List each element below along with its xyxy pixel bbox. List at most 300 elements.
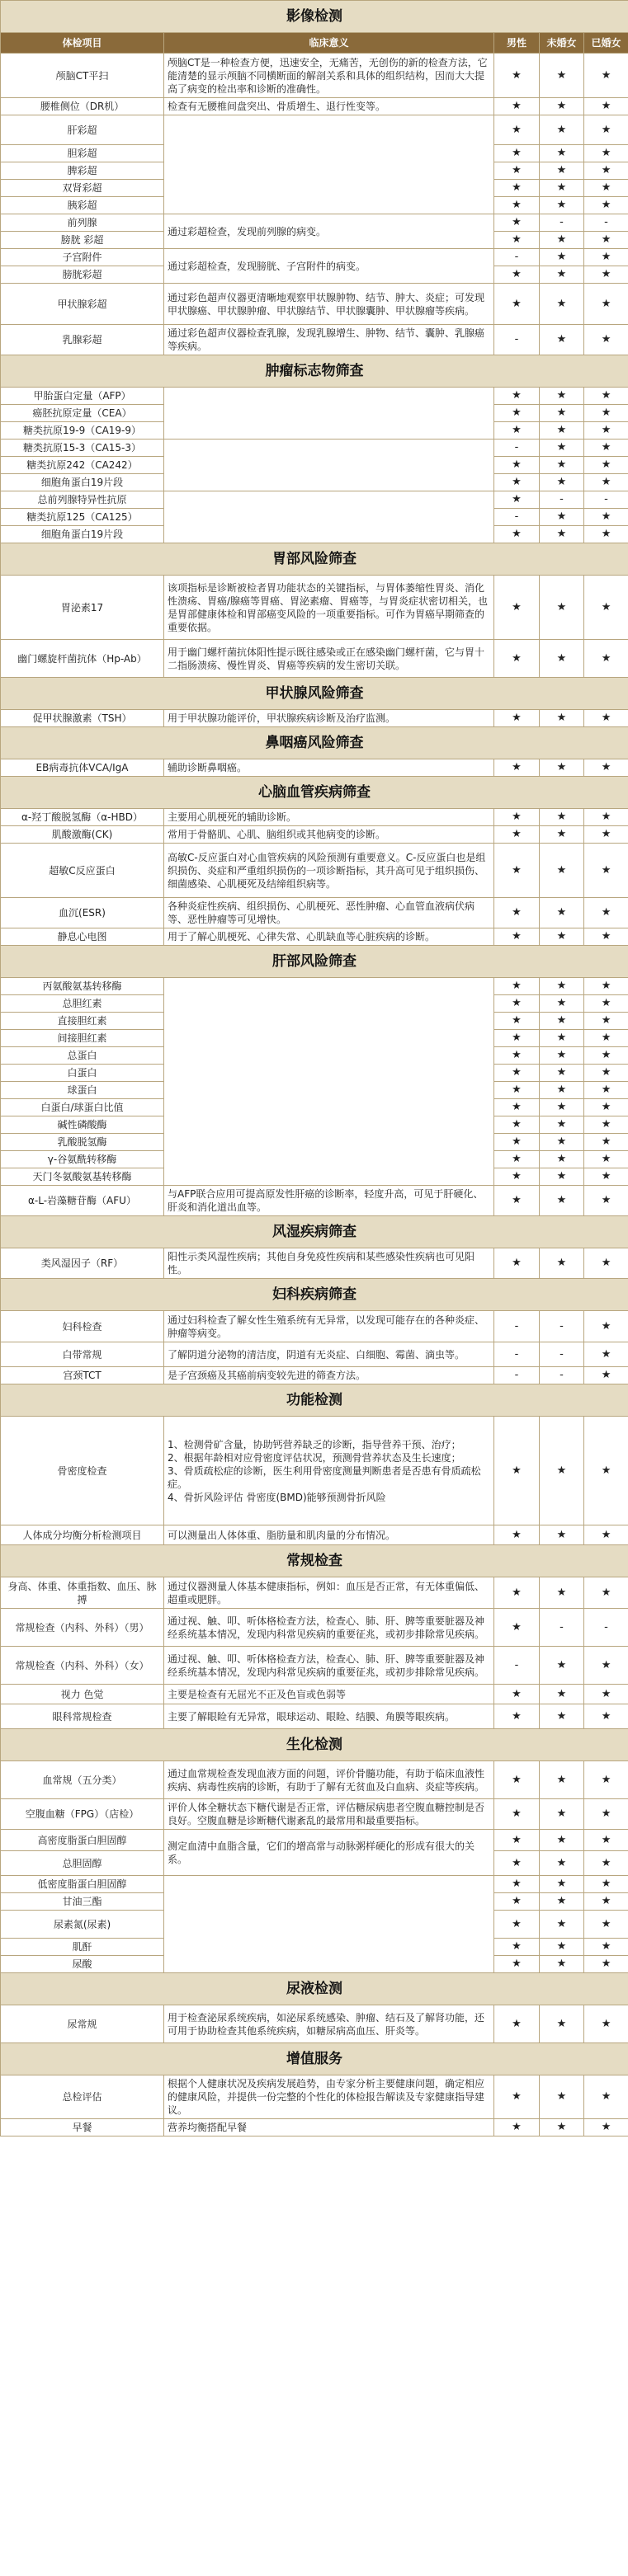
- male-mark: ★: [494, 457, 540, 474]
- married-female-mark: ★: [584, 1065, 628, 1082]
- table-row: [1, 1417, 628, 1525]
- unmarried-female-mark: ★: [540, 1013, 584, 1030]
- married-female-mark: ★: [584, 266, 628, 284]
- item-name: 空腹血糖（FPG）（店检）: [1, 1799, 164, 1830]
- item-meaning: 通过视、触、叩、听体格检查方法，检查心、肺、肝、脾等重要脏器及神经系统基本情况，发现内科常见疾病的重要征兆，或初步排除常见疾病。: [164, 1609, 494, 1647]
- male-mark: ★: [494, 809, 540, 826]
- item-name: 眼科常规检查: [1, 1704, 164, 1729]
- unmarried-female-mark: ★: [540, 180, 584, 197]
- married-female-mark: ★: [584, 1151, 628, 1168]
- table-row: [1, 928, 628, 946]
- married-female-mark: ★: [584, 145, 628, 162]
- male-mark: ★: [494, 978, 540, 995]
- column-header-unmarried-female: 未婚女: [540, 33, 584, 54]
- item-name: 肌酸激酶(CK): [1, 826, 164, 844]
- married-female-mark: ★: [584, 1893, 628, 1911]
- item-meaning: 用于幽门螺杆菌抗体阳性提示既往感染或正在感染幽门螺杆菌，它与胃十二指肠溃疡、慢性胃炎、胃癌等疾病的发生密切关联。: [164, 640, 494, 678]
- male-mark: ★: [494, 180, 540, 197]
- married-female-mark: ★: [584, 1577, 628, 1609]
- male-mark: ★: [494, 928, 540, 946]
- unmarried-female-mark: ★: [540, 98, 584, 115]
- section-title-row: [1, 1545, 628, 1577]
- section-title-row: [1, 543, 628, 576]
- column-header-meaning: 临床意义: [164, 33, 494, 54]
- item-name: 乳酸脱氢酶: [1, 1134, 164, 1151]
- unmarried-female-mark: ★: [540, 115, 584, 145]
- item-name: 肌酐: [1, 1939, 164, 1956]
- item-meaning: 阳性示类风湿性疾病；其他自身免疫性疾病和某些感染性疾病也可见阳性。: [164, 1248, 494, 1279]
- male-mark: -: [494, 1367, 540, 1384]
- item-name: 类风湿因子（RF）: [1, 1248, 164, 1279]
- married-female-mark: ★: [584, 1342, 628, 1367]
- unmarried-female-mark: ★: [540, 1851, 584, 1876]
- male-mark: ★: [494, 576, 540, 640]
- table-row: [1, 1577, 628, 1609]
- male-mark: ★: [494, 266, 540, 284]
- unmarried-female-mark: -: [540, 214, 584, 232]
- item-meaning: 了解阴道分泌物的清洁度，阴道有无炎症、白细胞、霉菌、滴虫等。: [164, 1342, 494, 1367]
- married-female-mark: ★: [584, 826, 628, 844]
- section-title-row: [1, 1279, 628, 1311]
- unmarried-female-mark: ★: [540, 1577, 584, 1609]
- male-mark: ★: [494, 162, 540, 180]
- item-meaning: 根据个人健康状况及疾病发展趋势，由专家分析主要健康问题，确定相应的健康风险，并提供一份完整的个性化的体检报告解读及专家健康指导建议。: [164, 2075, 494, 2119]
- married-female-mark: ★: [584, 1417, 628, 1525]
- male-mark: -: [494, 249, 540, 266]
- male-mark: ★: [494, 898, 540, 928]
- table-row: [1, 1248, 628, 1279]
- item-meaning: [164, 440, 494, 491]
- item-meaning: 测定血清中血脂含量，它们的增高常与动脉粥样硬化的形成有很大的关系。: [164, 1830, 494, 1876]
- male-mark: ★: [494, 232, 540, 249]
- married-female-mark: -: [584, 1609, 628, 1647]
- male-mark: ★: [494, 284, 540, 325]
- married-female-mark: ★: [584, 1647, 628, 1685]
- item-name: 宫颈TCT: [1, 1367, 164, 1384]
- section-title-row: [1, 1384, 628, 1417]
- male-mark: ★: [494, 1151, 540, 1168]
- unmarried-female-mark: ★: [540, 325, 584, 355]
- unmarried-female-mark: ★: [540, 1047, 584, 1065]
- male-mark: -: [494, 440, 540, 457]
- item-meaning: 通过血常规检查发现血液方面的问题，评价骨髓功能，有助于临床血液性疾病、病毒性疾病的诊断，有助于了解有无贫血及白血病、炎症等疾病。: [164, 1761, 494, 1799]
- item-name: 糖类抗原19-9（CA19-9）: [1, 422, 164, 440]
- item-meaning: 通过彩色超声仪器更清晰地观察甲状腺肿物、结节、肿大、炎症；可发现甲状腺癌、甲状腺肿瘤、甲状腺结节、甲状腺囊肿、甲状腺瘤等疾病。: [164, 284, 494, 325]
- table-row: [1, 844, 628, 898]
- table-row: [1, 2075, 628, 2119]
- item-name: 甘油三酯: [1, 1893, 164, 1911]
- unmarried-female-mark: ★: [540, 1134, 584, 1151]
- male-mark: ★: [494, 98, 540, 115]
- item-name: 胃泌素17: [1, 576, 164, 640]
- table-row: [1, 1685, 628, 1704]
- section-title: 胃部风险筛查: [1, 543, 628, 576]
- item-meaning: 用于甲状腺功能评价，甲状腺疾病诊断及治疗监测。: [164, 710, 494, 727]
- item-name: 血常规（五分类）: [1, 1761, 164, 1799]
- male-mark: -: [494, 509, 540, 526]
- item-meaning: 通过仪器测量人体基本健康指标，例如：血压是否正常，有无体重偏低、超重或肥胖。: [164, 1577, 494, 1609]
- married-female-mark: ★: [584, 284, 628, 325]
- unmarried-female-mark: ★: [540, 1893, 584, 1911]
- unmarried-female-mark: ★: [540, 145, 584, 162]
- item-name: 幽门螺旋杆菌抗体（Hp-Ab）: [1, 640, 164, 678]
- item-name: 高密度脂蛋白胆固醇: [1, 1830, 164, 1851]
- unmarried-female-mark: -: [540, 491, 584, 509]
- item-name: 碱性磷酸酶: [1, 1116, 164, 1134]
- item-name: 视力 色觉: [1, 1685, 164, 1704]
- item-meaning: 高敏C-反应蛋白对心血管疾病的风险预测有重要意义。C-反应蛋白也是组织损伤、炎症和严重组织损伤的一项诊断指标，其升高可见于组织损伤、细菌感染、心肌梗死及结缔组织病等。: [164, 844, 494, 898]
- section-title-row: [1, 355, 628, 388]
- table-row: [1, 98, 628, 115]
- item-name: 天门冬氨酸氨基转移酶: [1, 1168, 164, 1186]
- married-female-mark: ★: [584, 576, 628, 640]
- unmarried-female-mark: ★: [540, 1099, 584, 1116]
- unmarried-female-mark: ★: [540, 1065, 584, 1082]
- married-female-mark: ★: [584, 1134, 628, 1151]
- section-title: 风湿疾病筛查: [1, 1216, 628, 1248]
- item-name: 胰彩超: [1, 197, 164, 214]
- male-mark: ★: [494, 1704, 540, 1729]
- unmarried-female-mark: ★: [540, 1704, 584, 1729]
- table-row: [1, 1876, 628, 1893]
- male-mark: ★: [494, 1417, 540, 1525]
- item-meaning: 主要用心肌梗死的辅助诊断。: [164, 809, 494, 826]
- item-meaning: 通过彩超检查，发现膀胱、子宫附件的病变。: [164, 249, 494, 284]
- married-female-mark: ★: [584, 1047, 628, 1065]
- male-mark: ★: [494, 759, 540, 777]
- item-name: 膀胱彩超: [1, 266, 164, 284]
- item-name: 尿常规: [1, 2005, 164, 2043]
- item-name: 腰椎侧位（DR机）: [1, 98, 164, 115]
- item-name: 总检评估: [1, 2075, 164, 2119]
- item-name: 总胆固醇: [1, 1851, 164, 1876]
- male-mark: ★: [494, 710, 540, 727]
- male-mark: ★: [494, 1851, 540, 1876]
- married-female-mark: ★: [584, 1248, 628, 1279]
- unmarried-female-mark: ★: [540, 576, 584, 640]
- married-female-mark: ★: [584, 1939, 628, 1956]
- male-mark: ★: [494, 1082, 540, 1099]
- male-mark: ★: [494, 1685, 540, 1704]
- unmarried-female-mark: ★: [540, 440, 584, 457]
- married-female-mark: ★: [584, 1911, 628, 1939]
- item-meaning: 该项指标是诊断被检者胃功能状态的关键指标，与胃体萎缩性胃炎、消化性溃疡、胃癌/腺癌等胃癌、胃泌素瘤、胃癌等，与胃炎症状密切相关，也是胃部健康体检和胃部癌变风险的一项重要指标。可作为胃癌早期筛查的重要依据。: [164, 576, 494, 640]
- item-meaning: 颅脑CT是一种检查方便，迅速安全，无痛苦，无创伤的新的检查方法，它能清楚的显示颅脑不同横断面的解剖关系和具体的组织结构，因而大大提高了病变的检出率和诊断的准确性。: [164, 54, 494, 98]
- married-female-mark: ★: [584, 1367, 628, 1384]
- table-row: [1, 1609, 628, 1647]
- item-name: 脾彩超: [1, 162, 164, 180]
- table-row: [1, 978, 628, 995]
- item-name: 血沉(ESR): [1, 898, 164, 928]
- item-name: 乳腺彩超: [1, 325, 164, 355]
- unmarried-female-mark: ★: [540, 898, 584, 928]
- table-row: [1, 388, 628, 405]
- table-row: [1, 759, 628, 777]
- married-female-mark: ★: [584, 1830, 628, 1851]
- married-female-mark: ★: [584, 1851, 628, 1876]
- married-female-mark: ★: [584, 1761, 628, 1799]
- section-title-row: [1, 1973, 628, 2005]
- item-name: 妇科检查: [1, 1311, 164, 1342]
- married-female-mark: ★: [584, 388, 628, 405]
- table-row: [1, 576, 628, 640]
- item-name: 直接胆红素: [1, 1013, 164, 1030]
- male-mark: ★: [494, 1116, 540, 1134]
- item-name: 低密度脂蛋白胆固醇: [1, 1876, 164, 1893]
- table-row: [1, 325, 628, 355]
- male-mark: ★: [494, 1939, 540, 1956]
- male-mark: -: [494, 325, 540, 355]
- table-row: [1, 1311, 628, 1342]
- unmarried-female-mark: ★: [540, 388, 584, 405]
- male-mark: ★: [494, 1876, 540, 1893]
- male-mark: ★: [494, 54, 540, 98]
- married-female-mark: ★: [584, 1099, 628, 1116]
- item-name: 糖类抗原15-3（CA15-3）: [1, 440, 164, 457]
- unmarried-female-mark: ★: [540, 249, 584, 266]
- item-name: γ-谷氨酰转移酶: [1, 1151, 164, 1168]
- item-name: 糖类抗原242（CA242）: [1, 457, 164, 474]
- unmarried-female-mark: ★: [540, 1116, 584, 1134]
- table-row: [1, 1761, 628, 1799]
- item-name: 细胞角蛋白19片段: [1, 526, 164, 543]
- item-name: 球蛋白: [1, 1082, 164, 1099]
- unmarried-female-mark: ★: [540, 844, 584, 898]
- item-name: 间接胆红素: [1, 1030, 164, 1047]
- married-female-mark: ★: [584, 115, 628, 145]
- unmarried-female-mark: ★: [540, 1525, 584, 1545]
- section-title-row: [1, 678, 628, 710]
- married-female-mark: ★: [584, 898, 628, 928]
- item-name: 白蛋白: [1, 1065, 164, 1082]
- item-name: 超敏C反应蛋白: [1, 844, 164, 898]
- male-mark: ★: [494, 1893, 540, 1911]
- item-name: 人体成分均衡分析检测项目: [1, 1525, 164, 1545]
- section-title: 生化检测: [1, 1729, 628, 1761]
- male-mark: -: [494, 1647, 540, 1685]
- unmarried-female-mark: -: [540, 1342, 584, 1367]
- married-female-mark: ★: [584, 809, 628, 826]
- item-meaning: [164, 978, 494, 1186]
- unmarried-female-mark: ★: [540, 928, 584, 946]
- table-row: [1, 710, 628, 727]
- married-female-mark: ★: [584, 1876, 628, 1893]
- married-female-mark: ★: [584, 474, 628, 491]
- section-title-row: [1, 1, 628, 33]
- section-title: 心脑血管疾病筛查: [1, 777, 628, 809]
- item-meaning: 主要是检查有无屈光不正及色盲或色弱等: [164, 1685, 494, 1704]
- item-name: 总胆红素: [1, 995, 164, 1013]
- married-female-mark: ★: [584, 509, 628, 526]
- married-female-mark: ★: [584, 249, 628, 266]
- item-name: 早餐: [1, 2119, 164, 2136]
- unmarried-female-mark: ★: [540, 232, 584, 249]
- male-mark: -: [494, 1342, 540, 1367]
- married-female-mark: ★: [584, 2005, 628, 2043]
- male-mark: ★: [494, 1186, 540, 1216]
- item-name: 常规检查（内科、外科）（女）: [1, 1647, 164, 1685]
- male-mark: ★: [494, 1577, 540, 1609]
- male-mark: ★: [494, 2005, 540, 2043]
- male-mark: ★: [494, 1761, 540, 1799]
- unmarried-female-mark: ★: [540, 266, 584, 284]
- item-name: 丙氨酸氨基转移酶: [1, 978, 164, 995]
- item-meaning: 主要了解眼睑有无异常，眼球运动、眼睑、结膜、角膜等眼疾病。: [164, 1704, 494, 1729]
- table-row: [1, 1647, 628, 1685]
- item-name: 静息心电图: [1, 928, 164, 946]
- item-meaning: 可以测量出人体体重、脂肪量和肌肉量的分布情况。: [164, 1525, 494, 1545]
- table-row: [1, 1830, 628, 1851]
- item-meaning: 用于了解心肌梗死、心律失常、心肌缺血等心脏疾病的诊断。: [164, 928, 494, 946]
- married-female-mark: ★: [584, 1186, 628, 1216]
- male-mark: ★: [494, 1830, 540, 1851]
- item-name: 促甲状腺激素（TSH）: [1, 710, 164, 727]
- item-name: 甲状腺彩超: [1, 284, 164, 325]
- male-mark: ★: [494, 1030, 540, 1047]
- item-name: 尿酸: [1, 1956, 164, 1973]
- male-mark: -: [494, 1311, 540, 1342]
- married-female-mark: ★: [584, 995, 628, 1013]
- item-name: 膀胱 彩超: [1, 232, 164, 249]
- table-row: [1, 249, 628, 266]
- table-row: [1, 214, 628, 232]
- unmarried-female-mark: ★: [540, 710, 584, 727]
- unmarried-female-mark: ★: [540, 1685, 584, 1704]
- married-female-mark: ★: [584, 1525, 628, 1545]
- item-name: 总蛋白: [1, 1047, 164, 1065]
- item-meaning: 1、检测骨矿含量，协助钙营养缺乏的诊断，指导营养干预、治疗； 2、根据年龄相对应骨密度评估状况，预测骨营养状态及生长速度； 3、骨质疏松症的诊断，医生利用骨密度测量判断患者是否患有骨质疏松症。 4、骨折风险评估 骨密度(BMD)能够预测骨折风险: [164, 1417, 494, 1525]
- male-mark: ★: [494, 405, 540, 422]
- married-female-mark: ★: [584, 710, 628, 727]
- item-name: α-L-岩藻糖苷酶（AFU）: [1, 1186, 164, 1216]
- unmarried-female-mark: ★: [540, 2005, 584, 2043]
- unmarried-female-mark: ★: [540, 809, 584, 826]
- table-row: [1, 1186, 628, 1216]
- married-female-mark: ★: [584, 405, 628, 422]
- male-mark: ★: [494, 474, 540, 491]
- married-female-mark: ★: [584, 232, 628, 249]
- section-title: 肝部风险筛查: [1, 946, 628, 978]
- unmarried-female-mark: ★: [540, 1168, 584, 1186]
- unmarried-female-mark: ★: [540, 1830, 584, 1851]
- unmarried-female-mark: ★: [540, 405, 584, 422]
- male-mark: ★: [494, 1911, 540, 1939]
- male-mark: ★: [494, 1248, 540, 1279]
- item-meaning: 辅助诊断鼻咽癌。: [164, 759, 494, 777]
- item-meaning: [164, 115, 494, 214]
- male-mark: ★: [494, 388, 540, 405]
- item-name: 尿素氮(尿素): [1, 1911, 164, 1939]
- male-mark: ★: [494, 526, 540, 543]
- male-mark: ★: [494, 1047, 540, 1065]
- table-row: [1, 1367, 628, 1384]
- male-mark: ★: [494, 1956, 540, 1973]
- item-name: 常规检查（内科、外科）（男）: [1, 1609, 164, 1647]
- male-mark: ★: [494, 214, 540, 232]
- married-female-mark: ★: [584, 54, 628, 98]
- married-female-mark: ★: [584, 1082, 628, 1099]
- unmarried-female-mark: ★: [540, 1799, 584, 1830]
- item-name: 前列腺: [1, 214, 164, 232]
- unmarried-female-mark: ★: [540, 526, 584, 543]
- section-title: 功能检测: [1, 1384, 628, 1417]
- male-mark: ★: [494, 1168, 540, 1186]
- male-mark: ★: [494, 1799, 540, 1830]
- married-female-mark: ★: [584, 440, 628, 457]
- male-mark: ★: [494, 640, 540, 678]
- item-name: 骨密度检查: [1, 1417, 164, 1525]
- married-female-mark: ★: [584, 978, 628, 995]
- unmarried-female-mark: ★: [540, 457, 584, 474]
- unmarried-female-mark: -: [540, 1367, 584, 1384]
- married-female-mark: ★: [584, 180, 628, 197]
- item-name: 身高、体重、体重指数、血压、脉搏: [1, 1577, 164, 1609]
- unmarried-female-mark: ★: [540, 54, 584, 98]
- male-mark: ★: [494, 145, 540, 162]
- unmarried-female-mark: ★: [540, 2119, 584, 2136]
- married-female-mark: ★: [584, 1685, 628, 1704]
- table-row: [1, 440, 628, 457]
- married-female-mark: ★: [584, 2075, 628, 2119]
- unmarried-female-mark: -: [540, 1311, 584, 1342]
- unmarried-female-mark: ★: [540, 197, 584, 214]
- male-mark: ★: [494, 995, 540, 1013]
- unmarried-female-mark: ★: [540, 162, 584, 180]
- unmarried-female-mark: ★: [540, 1151, 584, 1168]
- married-female-mark: ★: [584, 759, 628, 777]
- unmarried-female-mark: ★: [540, 995, 584, 1013]
- item-name: 甲胎蛋白定量（AFP）: [1, 388, 164, 405]
- married-female-mark: ★: [584, 162, 628, 180]
- item-meaning: 用于检查泌尿系统疾病，如泌尿系统感染、肿瘤、结石及了解肾功能，还可用于协助检查其他系统疾病，如糖尿病高血压、肝炎等。: [164, 2005, 494, 2043]
- unmarried-female-mark: ★: [540, 1186, 584, 1216]
- unmarried-female-mark: ★: [540, 474, 584, 491]
- item-name: 糖类抗原125（CA125）: [1, 509, 164, 526]
- section-title: 尿液检测: [1, 1973, 628, 2005]
- table-row: [1, 2005, 628, 2043]
- table-row: [1, 1342, 628, 1367]
- unmarried-female-mark: ★: [540, 1911, 584, 1939]
- married-female-mark: ★: [584, 640, 628, 678]
- married-female-mark: ★: [584, 1956, 628, 1973]
- section-title-row: [1, 1216, 628, 1248]
- table-row: [1, 826, 628, 844]
- column-header-row: [1, 33, 628, 54]
- married-female-mark: ★: [584, 98, 628, 115]
- section-title: 影像检测: [1, 1, 628, 33]
- unmarried-female-mark: ★: [540, 826, 584, 844]
- item-name: 胆彩超: [1, 145, 164, 162]
- table-row: [1, 2119, 628, 2136]
- married-female-mark: ★: [584, 422, 628, 440]
- item-name: 子宫附件: [1, 249, 164, 266]
- item-name: 总前列腺特异性抗原: [1, 491, 164, 509]
- item-name: 双肾彩超: [1, 180, 164, 197]
- unmarried-female-mark: ★: [540, 1647, 584, 1685]
- item-name: 颅脑CT平扫: [1, 54, 164, 98]
- married-female-mark: ★: [584, 197, 628, 214]
- section-title: 鼻咽癌风险筛查: [1, 727, 628, 759]
- married-female-mark: ★: [584, 2119, 628, 2136]
- male-mark: ★: [494, 197, 540, 214]
- item-meaning: 通过彩色超声仪器检查乳腺，发现乳腺增生、肿物、结节、囊肿、乳腺癌等疾病。: [164, 325, 494, 355]
- unmarried-female-mark: ★: [540, 1876, 584, 1893]
- section-title: 常规检查: [1, 1545, 628, 1577]
- unmarried-female-mark: ★: [540, 2075, 584, 2119]
- male-mark: ★: [494, 1013, 540, 1030]
- item-meaning: 是子宫颈癌及其癌前病变较先进的筛查方法。: [164, 1367, 494, 1384]
- married-female-mark: ★: [584, 1168, 628, 1186]
